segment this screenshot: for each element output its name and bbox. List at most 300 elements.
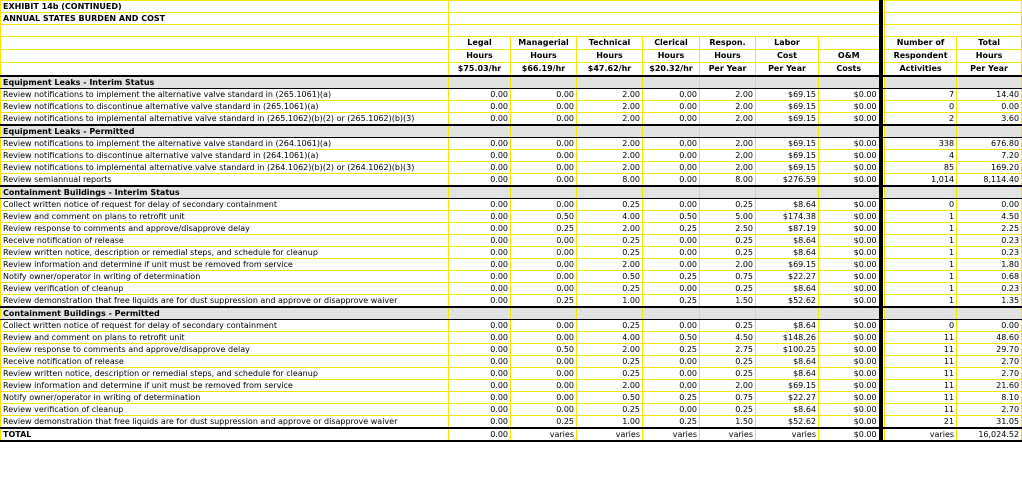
cell-value: 2.00 — [577, 223, 643, 235]
cell-value: 1 — [885, 211, 957, 223]
row-label: Review notifications to implement the alternative valve standard in (265.1061)(a) — [1, 89, 449, 101]
cell-value: $0.00 — [819, 211, 881, 223]
cell-value: 0.00 — [643, 199, 700, 211]
cell-value: $69.15 — [756, 162, 819, 174]
table-row — [1, 138, 1022, 150]
cell-value: $8.64 — [756, 247, 819, 259]
row-label: Review notifications to implemental alternative valve standard in (264.1062)(b)(2) or (264.1062)(b)(3) — [1, 162, 449, 174]
cell-value: $0.00 — [819, 138, 881, 150]
cell-value: 0.00 — [449, 162, 511, 174]
cell-value: 0.50 — [577, 392, 643, 404]
table-row — [1, 404, 1022, 416]
cell-value: 0.00 — [511, 162, 577, 174]
cell-value: 2.00 — [700, 380, 756, 392]
cell-value: 8.10 — [957, 392, 1022, 404]
cell-value: $0.00 — [819, 380, 881, 392]
cell-value: 2 — [885, 113, 957, 126]
cell-value: 1.00 — [577, 416, 643, 429]
table-row — [1, 101, 1022, 113]
cell-value: 0.00 — [449, 211, 511, 223]
table-row — [1, 295, 1022, 308]
col-head: $20.32/hr — [643, 63, 700, 77]
row-label: Review demonstration that free liquids are for dust suppression and approve or disapprove waiver — [1, 295, 449, 308]
cell-value: 0.00 — [449, 344, 511, 356]
cell-value: 0.00 — [449, 356, 511, 368]
cell-value: 2.00 — [577, 113, 643, 126]
table-row — [1, 113, 1022, 126]
cell-value: 0.50 — [511, 211, 577, 223]
cell-value: 4 — [885, 150, 957, 162]
cell-value: varies — [643, 428, 700, 441]
col-head: Per Year — [756, 63, 819, 77]
cell-value: 2.00 — [577, 259, 643, 271]
cell-value: $8.64 — [756, 235, 819, 247]
cell-value: $0.00 — [819, 428, 881, 441]
cell-value: $0.00 — [819, 199, 881, 211]
cell-value: 338 — [885, 138, 957, 150]
table-row — [1, 344, 1022, 356]
section-title: Containment Buildings - Permitted — [1, 307, 449, 320]
exhibit-subtitle: ANNUAL STATES BURDEN AND COST — [1, 13, 449, 25]
cell-value: 2.00 — [700, 138, 756, 150]
col-head: Labor — [756, 37, 819, 50]
cell-value: varies — [577, 428, 643, 441]
cell-value: 0.50 — [643, 332, 700, 344]
cell-value: $8.64 — [756, 283, 819, 295]
row-label: Review response to comments and approve/disapprove delay — [1, 344, 449, 356]
cell-value: 2.00 — [577, 162, 643, 174]
table-row — [1, 416, 1022, 429]
cell-value: 0.25 — [577, 235, 643, 247]
cell-value: 2.25 — [957, 223, 1022, 235]
cell-value: $0.00 — [819, 320, 881, 332]
cell-value: 0.00 — [449, 283, 511, 295]
cell-value: 0.75 — [700, 271, 756, 283]
cell-value: 0.25 — [700, 199, 756, 211]
cell-value: 21 — [885, 416, 957, 429]
row-label: Notify owner/operator in writing of determination — [1, 271, 449, 283]
cell-value: $69.15 — [756, 380, 819, 392]
cell-value: 8,114.40 — [957, 174, 1022, 187]
col-head: Respondent — [885, 50, 957, 63]
cell-value: 1.50 — [700, 295, 756, 308]
cell-value: 7.20 — [957, 150, 1022, 162]
cell-value: 0.25 — [643, 271, 700, 283]
cell-value: $22.27 — [756, 392, 819, 404]
cell-value: 0.25 — [700, 247, 756, 259]
col-head: Hours — [577, 50, 643, 63]
row-label: Collect written notice of request for delay of secondary containment — [1, 199, 449, 211]
col-head: $47.62/hr — [577, 63, 643, 77]
cell-value: 11 — [885, 332, 957, 344]
table-row — [1, 89, 1022, 101]
cell-value: varies — [511, 428, 577, 441]
cell-value: 0.25 — [700, 404, 756, 416]
cell-value: $0.00 — [819, 368, 881, 380]
cell-value: 2.00 — [577, 101, 643, 113]
cell-value: 0.25 — [577, 356, 643, 368]
cell-value: 0.25 — [643, 416, 700, 429]
cell-value: 0.00 — [511, 138, 577, 150]
cell-value: 7 — [885, 89, 957, 101]
cell-value: $52.62 — [756, 416, 819, 429]
cell-value: 0.00 — [511, 174, 577, 187]
cell-value: 29.70 — [957, 344, 1022, 356]
cell-value: 1.50 — [700, 416, 756, 429]
col-head: Hours — [957, 50, 1022, 63]
cell-value: 0.25 — [511, 223, 577, 235]
cell-value: 0.00 — [643, 235, 700, 247]
cell-value: 169.20 — [957, 162, 1022, 174]
cell-value: 0.50 — [577, 271, 643, 283]
col-head: Hours — [511, 50, 577, 63]
cell-value: $69.15 — [756, 259, 819, 271]
cell-value: $8.64 — [756, 199, 819, 211]
cell-value: 0.00 — [449, 320, 511, 332]
cell-value: $8.64 — [756, 404, 819, 416]
cell-value: 1,014 — [885, 174, 957, 187]
cell-value: 2.00 — [700, 89, 756, 101]
col-head: Technical — [577, 37, 643, 50]
row-label: Review information and determine if unit must be removed from service — [1, 380, 449, 392]
col-head: Hours — [449, 50, 511, 63]
cell-value: 11 — [885, 356, 957, 368]
cell-value: $69.15 — [756, 138, 819, 150]
table-row — [1, 199, 1022, 211]
cell-value: 2.70 — [957, 356, 1022, 368]
cell-value: $0.00 — [819, 404, 881, 416]
table-row — [1, 368, 1022, 380]
cell-value: 1.80 — [957, 259, 1022, 271]
cell-value: 0.25 — [577, 247, 643, 259]
cell-value: 0.25 — [511, 295, 577, 308]
cell-value: 0.00 — [643, 101, 700, 113]
cell-value: 2.50 — [700, 223, 756, 235]
cell-value: 0.00 — [957, 101, 1022, 113]
table-row — [1, 332, 1022, 344]
cell-value: 2.00 — [700, 162, 756, 174]
cell-value: 0.00 — [511, 101, 577, 113]
cell-value: $0.00 — [819, 332, 881, 344]
cell-value: $0.00 — [819, 101, 881, 113]
cell-value: $8.64 — [756, 320, 819, 332]
cell-value: 1 — [885, 295, 957, 308]
cell-value: $52.62 — [756, 295, 819, 308]
cell-value: 0.00 — [449, 368, 511, 380]
cell-value: 0.00 — [511, 199, 577, 211]
cell-value: 0.00 — [643, 162, 700, 174]
cell-value: $0.00 — [819, 416, 881, 429]
cell-value: 0.00 — [643, 283, 700, 295]
table-row — [1, 392, 1022, 404]
cell-value: 0.00 — [511, 150, 577, 162]
cell-value: $8.64 — [756, 368, 819, 380]
cell-value: 1 — [885, 271, 957, 283]
cell-value: 1 — [885, 235, 957, 247]
cell-value: $100.25 — [756, 344, 819, 356]
cell-value: 0.00 — [449, 247, 511, 259]
row-label: Receive notification of release — [1, 235, 449, 247]
cell-value: 0.00 — [449, 101, 511, 113]
cell-value: 0.25 — [643, 295, 700, 308]
cell-value: 0.23 — [957, 235, 1022, 247]
cell-value: 2.00 — [577, 150, 643, 162]
cell-value: 0.00 — [449, 138, 511, 150]
cell-value: 85 — [885, 162, 957, 174]
col-head: Hours — [643, 50, 700, 63]
cell-value: 2.70 — [957, 368, 1022, 380]
cell-value: $22.27 — [756, 271, 819, 283]
table-row — [1, 247, 1022, 259]
cell-value: 2.70 — [957, 404, 1022, 416]
table-row — [1, 259, 1022, 271]
cell-value: 0.25 — [577, 320, 643, 332]
cell-value: $0.00 — [819, 235, 881, 247]
col-head: Activities — [885, 63, 957, 77]
cell-value: 11 — [885, 404, 957, 416]
row-label: Review written notice, description or remedial steps, and schedule for cleanup — [1, 247, 449, 259]
cell-value: 8.00 — [700, 174, 756, 187]
cell-value: 1 — [885, 223, 957, 235]
cell-value: 48.60 — [957, 332, 1022, 344]
cell-value: 0.50 — [643, 211, 700, 223]
cell-value: 0.00 — [511, 235, 577, 247]
cell-value: $276.59 — [756, 174, 819, 187]
table-row — [1, 320, 1022, 332]
row-label: Review notifications to discontinue alternative valve standard in (264.1061)(a) — [1, 150, 449, 162]
table-row — [1, 223, 1022, 235]
cell-value: 4.00 — [577, 211, 643, 223]
cell-value: $69.15 — [756, 113, 819, 126]
cell-value: 0.68 — [957, 271, 1022, 283]
cell-value: 4.00 — [577, 332, 643, 344]
cell-value: 11 — [885, 368, 957, 380]
cell-value: 0.00 — [449, 199, 511, 211]
cell-value: $69.15 — [756, 89, 819, 101]
cell-value: 0.23 — [957, 247, 1022, 259]
cell-value: 0.00 — [449, 223, 511, 235]
cell-value: 11 — [885, 380, 957, 392]
cell-value: 3.60 — [957, 113, 1022, 126]
cell-value: $0.00 — [819, 89, 881, 101]
cell-value: $87.19 — [756, 223, 819, 235]
row-label: Review and comment on plans to retrofit unit — [1, 332, 449, 344]
cell-value: $69.15 — [756, 101, 819, 113]
cell-value: 16,024.52 — [957, 428, 1022, 441]
table-row — [1, 162, 1022, 174]
cell-value: 0 — [885, 101, 957, 113]
row-label: Review response to comments and approve/disapprove delay — [1, 223, 449, 235]
cell-value: 1 — [885, 247, 957, 259]
cell-value: 0.25 — [577, 199, 643, 211]
cell-value: 0.00 — [643, 259, 700, 271]
row-label: Review written notice, description or remedial steps, and schedule for cleanup — [1, 368, 449, 380]
col-head: Hours — [700, 50, 756, 63]
cell-value: varies — [700, 428, 756, 441]
cell-value: 0.00 — [511, 113, 577, 126]
cell-value: 4.50 — [700, 332, 756, 344]
cell-value: 31.05 — [957, 416, 1022, 429]
cell-value: 0.00 — [449, 332, 511, 344]
col-head — [819, 37, 881, 50]
cell-value: 0.00 — [511, 89, 577, 101]
cell-value: 0.25 — [700, 283, 756, 295]
cell-value: 1.00 — [577, 295, 643, 308]
row-label: Review semiannual reports — [1, 174, 449, 187]
cell-value: 0.00 — [511, 271, 577, 283]
cell-value: 0.00 — [449, 295, 511, 308]
row-label: Notify owner/operator in writing of determination — [1, 392, 449, 404]
table-row — [1, 380, 1022, 392]
col-head: Costs — [819, 63, 881, 77]
col-head: Per Year — [700, 63, 756, 77]
row-label: Review notifications to implemental alternative valve standard in (265.1062)(b)(2) or (265.1062)(b)(3) — [1, 113, 449, 126]
col-head: $75.03/hr — [449, 63, 511, 77]
cell-value: 0.00 — [511, 320, 577, 332]
cell-value: $8.64 — [756, 356, 819, 368]
cell-value: 0.25 — [577, 283, 643, 295]
table-row — [1, 174, 1022, 187]
table-row — [1, 271, 1022, 283]
col-head: O&M — [819, 50, 881, 63]
cell-value: 11 — [885, 344, 957, 356]
cell-value: $0.00 — [819, 344, 881, 356]
total-row — [1, 428, 1022, 441]
row-label: Receive notification of release — [1, 356, 449, 368]
col-head: Cost — [756, 50, 819, 63]
cell-value: 0.00 — [449, 416, 511, 429]
cell-value: 0.00 — [643, 174, 700, 187]
cell-value: 0.00 — [643, 89, 700, 101]
col-head: $66.19/hr — [511, 63, 577, 77]
cell-value: 0.00 — [511, 283, 577, 295]
row-label: Review verification of cleanup — [1, 283, 449, 295]
cell-value: $0.00 — [819, 174, 881, 187]
cell-value: 0.25 — [643, 344, 700, 356]
col-head: Per Year — [957, 63, 1022, 77]
cell-value: 2.00 — [700, 113, 756, 126]
cell-value: 8.00 — [577, 174, 643, 187]
cell-value: varies — [885, 428, 957, 441]
cell-value: $0.00 — [819, 162, 881, 174]
cell-value: 0.00 — [643, 380, 700, 392]
cell-value: 0.00 — [643, 404, 700, 416]
cell-value: 0.00 — [449, 392, 511, 404]
row-label: Review demonstration that free liquids are for dust suppression and approve or disapprove waiver — [1, 416, 449, 429]
cell-value: 2.00 — [700, 259, 756, 271]
cell-value: 0.25 — [643, 392, 700, 404]
row-label: Review notifications to discontinue alternative valve standard in (265.1061)(a) — [1, 101, 449, 113]
col-head: Managerial — [511, 37, 577, 50]
cell-value: varies — [756, 428, 819, 441]
cell-value: 0.23 — [957, 283, 1022, 295]
col-head: Total — [957, 37, 1022, 50]
cell-value: 5.00 — [700, 211, 756, 223]
cell-value: 0.50 — [511, 344, 577, 356]
cell-value: $148.26 — [756, 332, 819, 344]
cell-value: 21.60 — [957, 380, 1022, 392]
cell-value: 0 — [885, 199, 957, 211]
cell-value: 1 — [885, 283, 957, 295]
cell-value: 0.25 — [700, 368, 756, 380]
cell-value: 2.00 — [577, 344, 643, 356]
cell-value: 0.25 — [700, 356, 756, 368]
cell-value: 0.00 — [511, 332, 577, 344]
table-row — [1, 235, 1022, 247]
cell-value: 0.00 — [449, 380, 511, 392]
section-header — [1, 307, 1022, 320]
cell-value: $0.00 — [819, 247, 881, 259]
cell-value: 0.00 — [511, 368, 577, 380]
cell-value: 0.00 — [643, 320, 700, 332]
cell-value: $0.00 — [819, 271, 881, 283]
row-label: Review and comment on plans to retrofit unit — [1, 211, 449, 223]
row-label: Review notifications to implement the alternative valve standard in (264.1061)(a) — [1, 138, 449, 150]
col-head: Legal — [449, 37, 511, 50]
section-header — [1, 125, 1022, 138]
cell-value: 0.25 — [643, 223, 700, 235]
cell-value: 2.00 — [577, 89, 643, 101]
cell-value: 0.25 — [700, 235, 756, 247]
section-title: Equipment Leaks - Permitted — [1, 125, 449, 138]
cell-value: $0.00 — [819, 259, 881, 271]
cell-value: 2.00 — [700, 101, 756, 113]
cell-value: $0.00 — [819, 356, 881, 368]
section-header — [1, 186, 1022, 199]
cell-value: 2.00 — [577, 138, 643, 150]
col-head: Respon. — [700, 37, 756, 50]
table-row — [1, 150, 1022, 162]
cell-value: $0.00 — [819, 283, 881, 295]
table-row — [1, 283, 1022, 295]
cell-value: 2.00 — [577, 380, 643, 392]
cell-value: 2.75 — [700, 344, 756, 356]
table-row — [1, 356, 1022, 368]
cell-value: 0.00 — [449, 428, 511, 441]
cell-value: 0.00 — [511, 259, 577, 271]
exhibit-title: EXHIBIT 14b (CONTINUED) — [1, 1, 449, 13]
cell-value: 0.25 — [511, 416, 577, 429]
cell-value: 0.00 — [643, 113, 700, 126]
section-header — [1, 76, 1022, 89]
cell-value: $0.00 — [819, 223, 881, 235]
cell-value: 676.80 — [957, 138, 1022, 150]
total-label: TOTAL — [1, 428, 449, 441]
section-title: Equipment Leaks - Interim Status — [1, 76, 449, 89]
col-head: Clerical — [643, 37, 700, 50]
cell-value: 0.25 — [700, 320, 756, 332]
cell-value: 0.00 — [643, 138, 700, 150]
table-row — [1, 211, 1022, 223]
cell-value: 0.25 — [577, 368, 643, 380]
cell-value: 11 — [885, 392, 957, 404]
cell-value: 0.00 — [643, 368, 700, 380]
row-label: Review verification of cleanup — [1, 404, 449, 416]
cell-value: 0.00 — [643, 150, 700, 162]
row-label: Review information and determine if unit must be removed from service — [1, 259, 449, 271]
cell-value: 0.00 — [511, 380, 577, 392]
cell-value: 0.00 — [511, 247, 577, 259]
cell-value: 0.00 — [449, 259, 511, 271]
cell-value: 14.40 — [957, 89, 1022, 101]
cell-value: 0.00 — [511, 392, 577, 404]
cell-value: 0.00 — [449, 89, 511, 101]
section-title: Containment Buildings - Interim Status — [1, 186, 449, 199]
cell-value: 0 — [885, 320, 957, 332]
cell-value: $0.00 — [819, 295, 881, 308]
cell-value: 0.00 — [449, 271, 511, 283]
cell-value: 0.00 — [511, 404, 577, 416]
